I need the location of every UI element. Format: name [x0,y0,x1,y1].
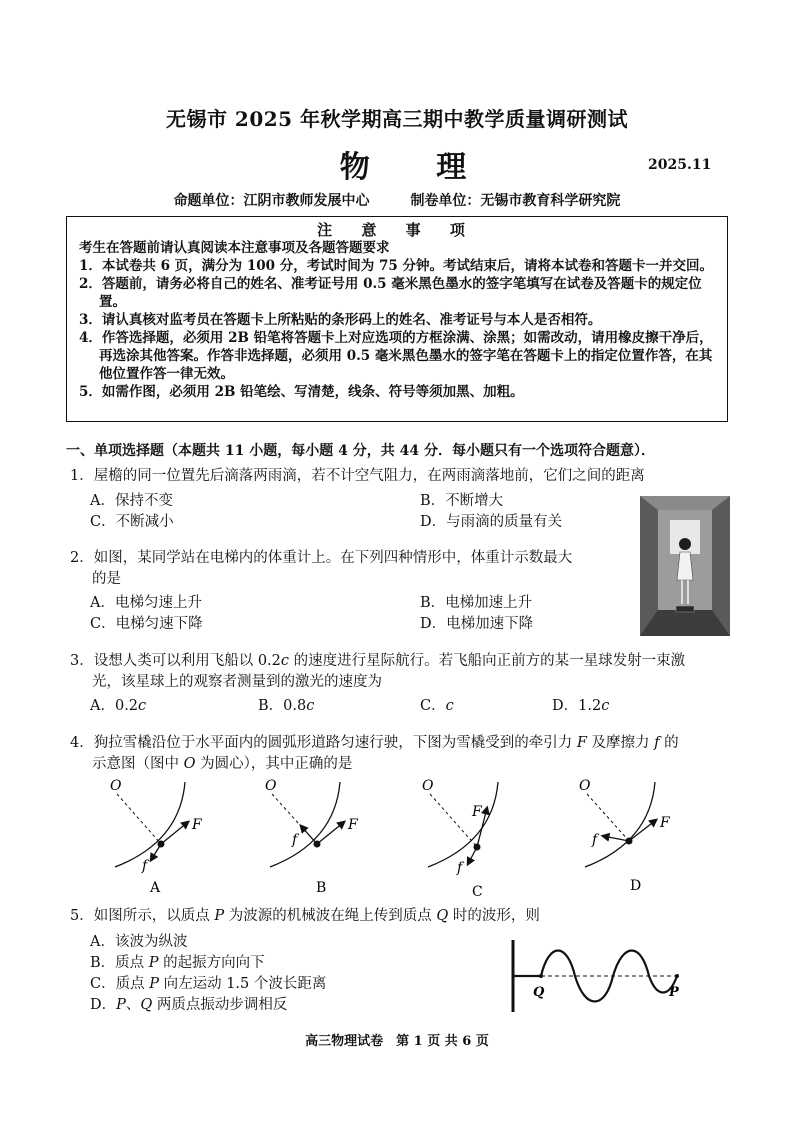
notice-list [67,257,727,401]
friction-label: f [592,832,598,848]
arc-path [115,782,185,867]
organizer-left: 命题单位：江阴市教师发展中心 [173,193,370,209]
arc-path [428,782,498,867]
q1-option-a: A．保持不变 [90,493,173,509]
point-p [675,974,679,978]
radius-line [117,794,161,844]
option-label: B [316,880,327,896]
exam-title: 无锡市 2025 年秋学期高三期中教学质量调研测试 [165,107,629,131]
q1-stem: 1．屋檐的同一位置先后滴落两雨滴，若不计空气阻力，在两雨滴落地前，它们之间的距离 [70,468,645,484]
center-label: O [579,778,591,794]
section-heading: 一、单项选择题（本题共 11 小题，每小题 4 分，共 44 分．每小题只有一个选项符合题意）． [66,443,655,459]
q5-option-a: A．该波为纵波 [90,934,188,950]
option-label: D [630,878,642,894]
q2-stem-cont: 的是 [92,571,121,587]
force-label: F [472,804,482,820]
q3-stem: 3．设想人类可以利用飞船以 0.2c 的速度进行星际航行。若飞船向正前方的某一星球发射一束激 [70,653,686,669]
person-head [679,538,691,550]
q3-option-a: A．0.2c [90,698,147,714]
organizer-right: 制卷单位：无锡市教育科学研究院 [410,193,621,209]
q5-stem: 5．如图所示，以质点 P 为波源的机械波在绳上传到质点 Q 时的波形，则 [70,908,540,924]
friction-arrow [603,836,629,841]
subject-title: 物 理 [339,150,495,185]
notice-intro: 考生在答题前请认真阅读本注意事项及各题答题要求 [79,240,390,256]
force-label: F [660,815,670,831]
q3-stem-cont: 光，该星球上的观察者测量到的激光的速度为 [92,674,382,690]
q2-stem: 2．如图，某同学站在电梯内的体重计上。在下列四种情形中，体重计示数最大 [70,550,573,566]
q3-option-d: D．1.2c [552,698,610,714]
exam-date: 2025.11 [648,157,712,173]
organizer-line [0,190,794,210]
elevator-figure [640,496,730,636]
q5-option-c: C．质点 P 向左运动 1.5 个波长距离 [90,976,327,992]
point-q [539,974,543,978]
q3-option-c: C．c [420,698,454,714]
friction-arrow [301,826,317,844]
option-label: A [150,880,161,896]
q1-option-d: D．与雨滴的质量有关 [420,514,563,530]
q5-option-b: B．质点 P 的起振方向向下 [90,955,265,971]
friction-arrow [468,847,477,864]
center-label: O [265,778,277,794]
notice-item: 1．本试卷共 6 页，满分为 100 分，考试时间为 75 分钟。考试结束后，请将本试卷和答题卡一并交回。 [79,258,713,274]
q2-option-d: D．电梯加速下降 [420,616,534,632]
q4-stem-cont: 示意图（图中 O 为圆心），其中正确的是 [92,756,353,772]
page-footer: 高三物理试卷 第 1 页 共 6 页 [305,1034,489,1049]
center-label: O [422,778,434,794]
diagram-b [265,778,359,896]
friction-label: f [292,832,298,848]
scale [676,606,694,612]
notice-item: 3．请认真核对监考员在答题卡上所粘贴的条形码上的姓名、准考证号与本人是否相符。 [79,312,602,328]
wave-figure [505,938,695,1018]
arc-path [585,782,655,867]
notice-box [66,216,728,422]
q2-option-a: A．电梯匀速上升 [90,595,202,611]
option-label: C [472,884,483,900]
notice-item: 4．作答选择题，必须用 2B 铅笔将答题卡上对应选项的方框涂满、涂黑；如需改动，请用橡皮擦干净后，再选涂其他答案。作答非选择题，必须用 0.5 毫米黑色墨水的签字笔在答题卡上的指定位置作答，在其他位置作答一律无效。 [79,330,713,382]
q2-option-b: B．电梯加速上升 [420,595,533,611]
q2-option-c: C．电梯匀速下降 [90,616,203,632]
diagram-a [110,778,203,896]
notice-item: 5．如需作图，必须用 2B 铅笔绘、写清楚，线条、符号等须加黑、加粗。 [79,384,524,400]
center-label: O [110,778,122,794]
q4-diagrams [100,772,720,900]
diagram-c [422,778,498,900]
q5-option-d: D．P、Q 两质点振动步调相反 [90,997,288,1013]
friction-label: f [142,858,148,874]
person-dress [677,552,693,580]
arc-path [270,782,340,867]
force-label: F [348,817,358,833]
q3-option-b: B．0.8c [258,698,315,714]
force-label: F [192,817,202,833]
label-p: P [669,985,679,1000]
q4-stem: 4．狗拉雪橇沿位于水平面内的圆弧形道路匀速行驶，下图为雪橇受到的牵引力 F 及摩擦力 f 的 [70,735,679,751]
radius-line [430,794,477,847]
label-q: Q [533,985,545,1000]
friction-label: f [457,860,463,876]
q1-option-b: B．不断增大 [420,493,504,509]
notice-item: 2．答题前，请务必将自己的姓名、准考证号用 0.5 毫米黑色墨水的签字笔填写在试卷及答题卡的规定位置。 [79,276,702,310]
diagram-d [579,778,671,894]
q1-option-c: C．不断减小 [90,514,174,530]
notice-heading: 注 意 事 项 [317,221,477,239]
